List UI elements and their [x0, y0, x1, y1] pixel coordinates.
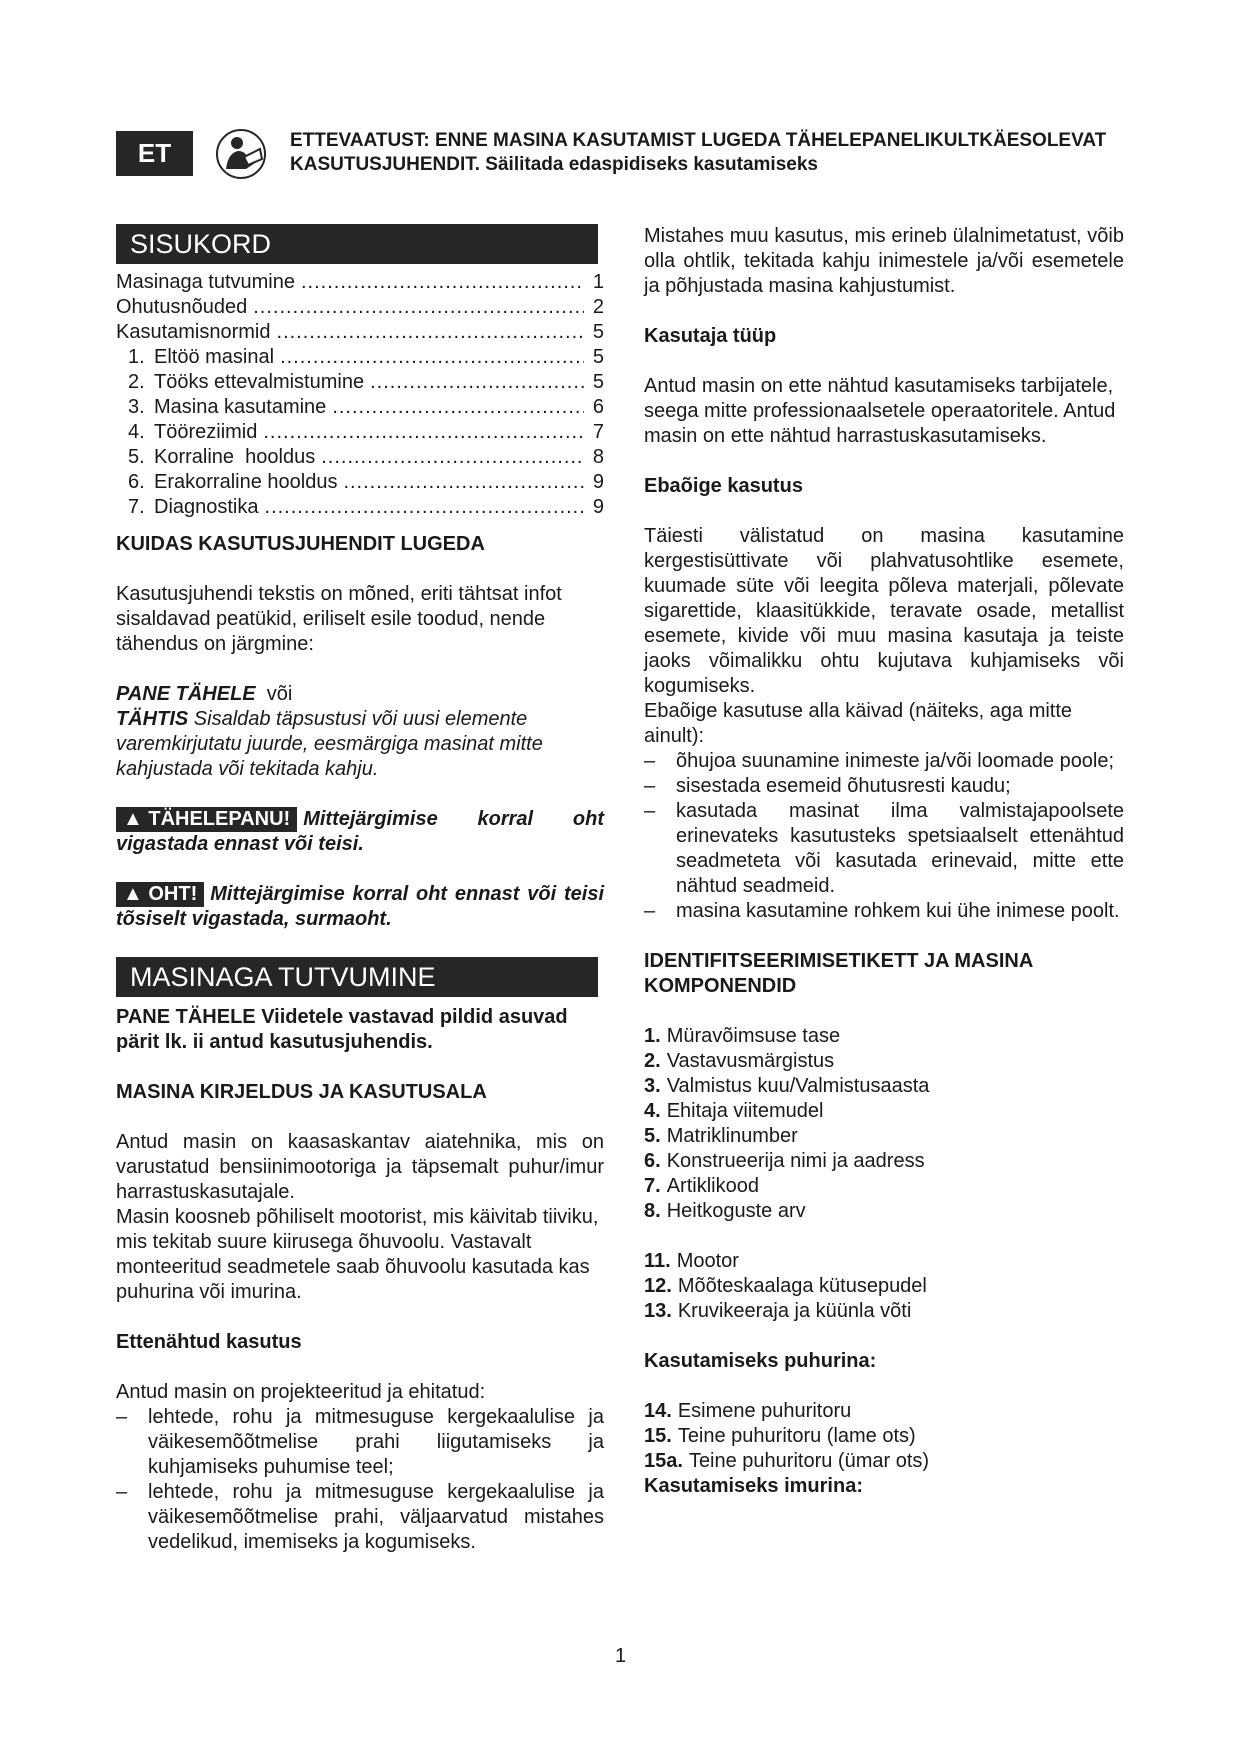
toc-item: 2. Tööks ettevalmistumine ..... 5 [116, 370, 604, 395]
list-item: – õhujoa suunamine inimeste ja/või loomade poole; [644, 750, 1115, 772]
toc-item: 1. Eltöö masinal ..... 5 [116, 345, 604, 370]
how-to-read-heading: KUIDAS KASUTUSJUHENDIT LUGEDA [116, 533, 485, 555]
intro-note: PANE TÄHELE Viidetele vastavad pildid asuvad pärit lk. ii antud kasutusjuhendis. [116, 1006, 568, 1053]
intro-section-title: MASINAGA TUTVUMINE [116, 957, 598, 997]
vacuum-heading: Kasutamiseks imurina: [644, 1475, 863, 1497]
list-item: 6. Konstrueerija nimi ja aadress [644, 1150, 925, 1172]
toc-item: 3. Masina kasutamine ..... 6 [116, 395, 604, 420]
list-item: – masina kasutamine rohkem kui ühe inimese poolt. [644, 900, 1120, 922]
language-badge: ET [116, 131, 193, 176]
list-item: 11. Mootor [644, 1250, 739, 1272]
list-item: – lehtede, rohu ja mitmesuguse kergekaalulise ja väikesemõõtmelise prahi liigutamiseks ja kuhjamiseks puhumise teel; [116, 1406, 604, 1478]
warning-header [290, 129, 1170, 177]
list-item: 8. Heitkoguste arv [644, 1200, 806, 1222]
list-item: – sisestada esemeid õhutusresti kaudu; [644, 775, 1011, 797]
list-item: 1. Müravõimsuse tase [644, 1025, 841, 1047]
misuse-intro: Ebaõige kasutuse alla käivad (näiteks, aga mitte ainult): [644, 700, 1073, 747]
toc-item: Ohutusnõuded ..... 2 [116, 295, 604, 320]
description-p1: Antud masin on kaasaskantav aiatehnika, mis on varustatud bensiinimootoriga ja täpsemalt puhur/imur harrastuskasutajale. [116, 1131, 604, 1203]
intended-use-heading: Ettenähtud kasutus [116, 1331, 302, 1353]
warning-line-1: ETTEVAATUST: ENNE MASINA KASUTAMIST LUGEDA TÄHELEPANELIKULTKÄESOLEVAT [290, 130, 1107, 151]
list-item: 7. Artiklikood [644, 1175, 759, 1197]
left-column [116, 224, 604, 1555]
misuse-list [644, 749, 1124, 924]
list-item: 15a. Teine puhuritoru (ümar ots) [644, 1450, 930, 1472]
list-item: 14. Esimene puhuritoru [644, 1400, 852, 1422]
note-label: PANE TÄHELE [116, 683, 256, 705]
label-items-list [644, 1024, 1124, 1224]
note-or: või [266, 683, 293, 705]
description-p2: Masin koosneb põhiliselt mootorist, mis käivitab tiiviku, mis tekitab suure kiirusega õhuvoolu. Vastavalt monteeritud seadmetele saab õhuvoolu kasutada kas puhurina või imurina. [116, 1206, 599, 1303]
toc-title: SISUKORD [116, 224, 598, 264]
toc-item: Kasutamisnormid ..... 5 [116, 320, 604, 345]
intended-use-list [116, 1405, 604, 1555]
intended-use-intro: Antud masin on projekteeritud ja ehitatud: [116, 1381, 486, 1403]
page-number: 1 [614, 1645, 627, 1667]
misuse-text: Täiesti välistatud on masina kasutamine kergestisüttivate või plahvatusohtlike esemete, kuumade süte või leegita põleva materjali, põlevate sigarettide, klaasitükkide, teravate osade, metallist esemete, kivide või muu masina kasutaja ja teiste jaoks võimalikku ohtu kujutava kuhjamiseks või kogumiseks. [644, 525, 1124, 697]
blower-items-list [644, 1399, 1124, 1474]
how-to-read-intro: Kasutusjuhendi tekstis on mõned, eriti tähtsat infot sisaldavad peatükid, eriliselt esile toodud, nende tähendus on järgmine: [116, 583, 562, 655]
toc-item: 7. Diagnostika ..... 9 [116, 495, 604, 520]
danger-text: Mittejärgimise korral oht ennast või teisi tõsiselt vigastada, surmaoht. [116, 883, 604, 930]
list-item: 4. Ehitaja viitemudel [644, 1100, 824, 1122]
toc-item: 5. Korraline hooldus ..... 8 [116, 445, 604, 470]
component-items-list [644, 1249, 1124, 1324]
list-item: 2. Vastavusmärgistus [644, 1050, 835, 1072]
warning-line-2: KASUTUSJUHENDIT. Säilitada edaspidiseks kasutamiseks [290, 154, 818, 175]
right-column [644, 224, 1124, 1499]
list-item: 15. Teine puhuritoru (lame ots) [644, 1425, 916, 1447]
other-use-paragraph: Mistahes muu kasutus, mis erineb ülalnimetatust, võib olla ohtlik, tekitada kahju inimestele ja/või esemetele ja põhjustada masina kahjustumist. [644, 225, 1124, 297]
description-heading: MASINA KIRJELDUS JA KASUTUSALA [116, 1081, 487, 1103]
attention-paragraph [116, 807, 604, 857]
read-manual-icon [216, 129, 266, 179]
toc-item: Masinaga tutvumine ..... 1 [116, 270, 604, 295]
list-item: – kasutada masinat ilma valmistajapoolsete erinevateks kasutusteks spetsiaalselt ettenähtud seadmeteta või kasutada erinevaid, mitte ette nähtud seadmeid. [644, 800, 1124, 897]
list-item: 3. Valmistus kuu/Valmistusaasta [644, 1075, 930, 1097]
blower-heading: Kasutamiseks puhurina: [644, 1350, 877, 1372]
table-of-contents [116, 270, 604, 520]
important-label: TÄHTIS [116, 708, 189, 730]
toc-item: 4. Tööreziimid ..... 7 [116, 420, 604, 445]
danger-paragraph [116, 882, 604, 932]
attention-text: Mittejärgimise korral oht vigastada ennast või teisi. [116, 808, 604, 855]
misuse-heading: Ebaõige kasutus [644, 475, 803, 497]
note-paragraph [116, 682, 604, 707]
important-text: Sisaldab täpsustusi või uusi elemente varemkirjutatu juurde, eesmärgiga masinat mitte kahjustada või tekitada kahju. [116, 708, 543, 780]
important-paragraph [116, 707, 604, 782]
list-item: 5. Matriklinumber [644, 1125, 798, 1147]
user-type-text: Antud masin on ette nähtud kasutamiseks tarbijatele, seega mitte professionaalsetele operaatoritele. Antud masin on ette nähtud harrastuskasutamiseks. [644, 375, 1116, 447]
list-item: 13. Kruvikeeraja ja küünla võti [644, 1300, 912, 1322]
identification-heading: IDENTIFITSEERIMISETIKETT JA MASINA KOMPONENDID [644, 950, 1033, 997]
list-item: 12. Mõõteskaalaga kütusepudel [644, 1275, 927, 1297]
list-item: – lehtede, rohu ja mitmesuguse kergekaalulise ja väikesemõõtmelise prahi, väljaarvatud mistahes vedelikud, imemiseks ja kogumiseks. [116, 1481, 604, 1553]
toc-item: 6. Erakorraline hooldus ..... 9 [116, 470, 604, 495]
user-type-heading: Kasutaja tüüp [644, 325, 777, 347]
danger-tag: ▲ OHT! [116, 882, 204, 907]
attention-tag: ▲ TÄHELEPANU! [116, 807, 297, 832]
